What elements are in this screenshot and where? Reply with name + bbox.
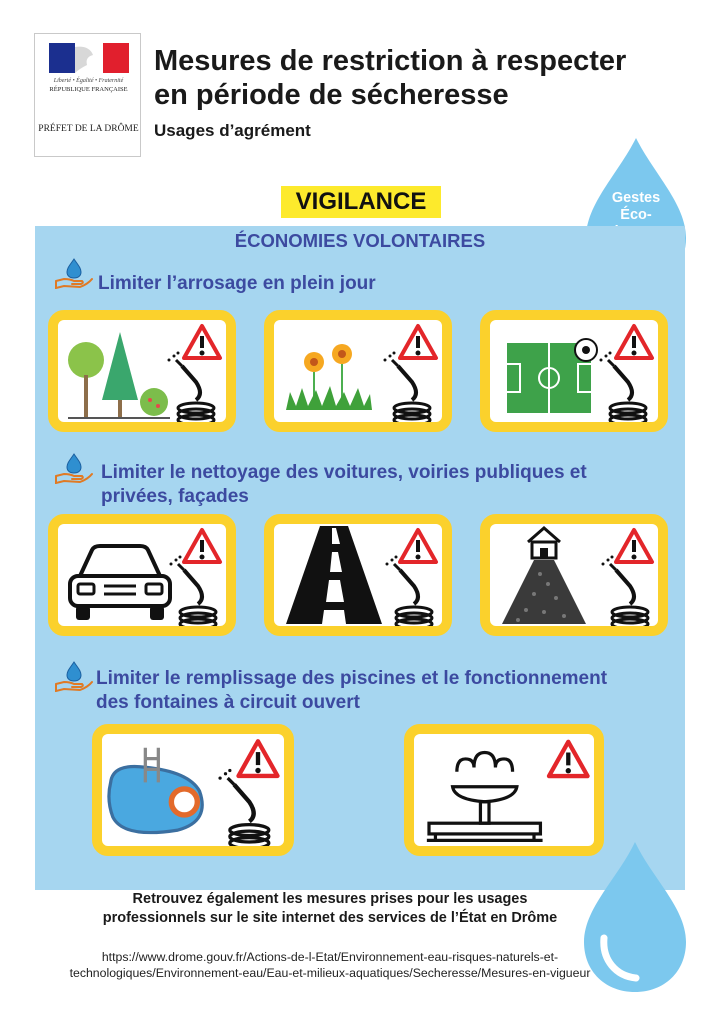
water-drop-icon [576,838,694,996]
url-line2[interactable]: technologiques/Environnement-eau/Eau-et-milieux-aquatiques/Secheresse/Mesures-en-vigueur [69,966,591,980]
panel-title: ÉCONOMIES VOLONTAIRES [234,230,486,251]
hand-water-drop-icon [54,660,94,692]
footer-line1: Retrouvez également les mesures prises pour les usages [132,891,528,907]
road-icon [274,524,442,626]
car-icon [58,524,226,626]
hand-water-drop-icon [54,257,94,289]
trees-card [48,310,236,432]
marianne-logo [34,33,141,157]
title-line2: en période de sécheresse [154,79,509,111]
title-line1: Mesures de restriction à respecter [154,45,627,77]
pool-card [92,724,294,856]
section-3-heading [96,667,607,715]
fountain-card [404,724,604,856]
section-2-line1: Limiter le nettoyage des voitures, voiries publiques et [101,462,587,483]
section-2-heading [101,461,587,509]
football-card [480,310,668,432]
url-line1[interactable]: https://www.drome.gouv.fr/Actions-de-l-Etat/Environnement-eau-risques-naturels-et- [101,950,559,964]
flowers-card [264,310,452,432]
section-3-line1: Limiter le remplissage des piscines et le fonctionnement [96,668,608,689]
hand-water-drop-icon [54,452,94,484]
logo-republic: RÉPUBLIQUE FRANÇAISE [49,86,128,93]
section-3-line2: des fontaines à circuit ouvert [96,692,360,713]
footer-line2: professionnels sur le site internet des services de l’État en Drôme [102,910,558,926]
fountain-icon [414,734,594,846]
badge-line1: Gestes [611,190,661,206]
footer-url[interactable] [30,949,630,981]
road-card [264,514,452,636]
flowers-icon [274,320,442,422]
car-card [48,514,236,636]
section-1-line1: Limiter l’arrosage en plein jour [98,273,376,294]
football-field-icon [490,320,658,422]
section-2-line2: privées, façades [101,486,249,507]
badge-line2: Éco- [620,207,652,223]
prefet-label: PRÉFET DE LA DRÔME [38,124,139,134]
house-path-card [480,514,668,636]
trees-icon [58,320,226,422]
page-subtitle: Usages d’agrément [154,121,311,140]
page-title [154,44,694,112]
footer-info [40,890,620,928]
section-1-heading [98,272,376,296]
logo-motto: Liberté • Égalité • Fraternité [53,78,124,84]
vigilance-level: VIGILANCE [281,186,441,218]
pool-icon [102,734,284,846]
marianne-flag-icon [49,43,129,81]
house-path-icon [490,524,658,626]
